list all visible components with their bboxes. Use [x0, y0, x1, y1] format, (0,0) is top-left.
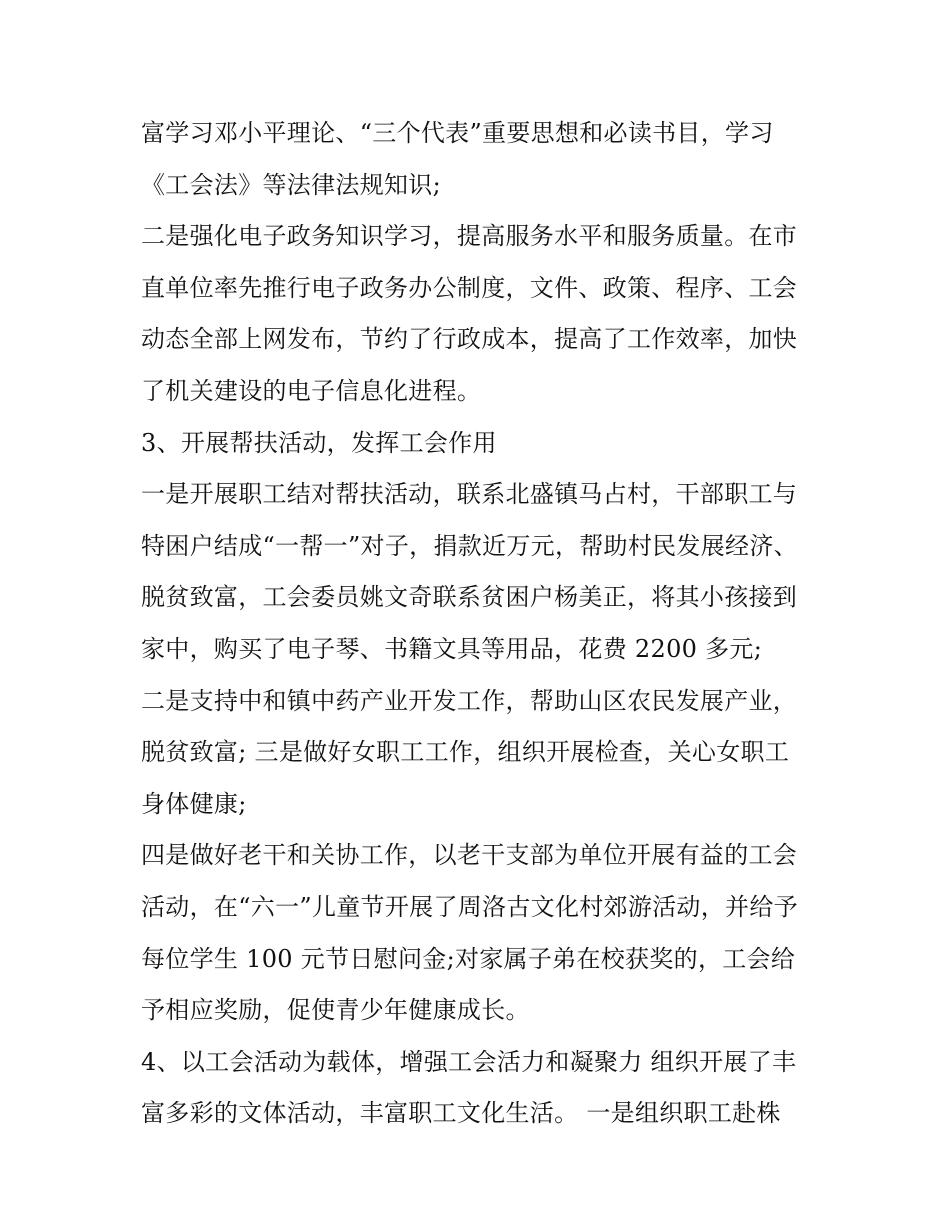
text-line: 脱贫致富; 三是做好女职工工作，组织开展检查，关心女职工 — [141, 738, 790, 767]
text-line: 了机关建设的电子信息化进程。 — [141, 376, 482, 405]
text-line: 直单位率先推行电子政务办公制度，文件、政策、程序、工会 — [141, 273, 798, 302]
text-line: 二是支持中和镇中药产业开发工作，帮助山区农民发展产业， — [141, 686, 798, 715]
text-line: 二是强化电子政务知识学习，提高服务水平和服务质量。在市 — [141, 222, 798, 251]
text-line: 脱贫致富，工会委员姚文奇联系贫困户杨美正，将其小孩接到 — [141, 583, 798, 612]
text-line: 身体健康; — [141, 789, 247, 818]
text-line: 富多彩的文体活动，丰富职工文化生活。 一是组织职工赴株 — [141, 1099, 781, 1128]
text-line: 富学习邓小平理论、“三个代表”重要思想和必读书目，学习 — [141, 119, 774, 147]
text-line: 一是开展职工结对帮扶活动，联系北盛镇马占村，干部职工与 — [141, 480, 798, 509]
text-line: 家中，购买了电子琴、书籍文具等用品，花费 2200 多元; — [141, 634, 763, 663]
text-line: 活动，在“六一”儿童节开展了周洛古文化村郊游活动，并给予 — [141, 892, 798, 921]
text-line: 动态全部上网发布，节约了行政成本，提高了工作效率，加快 — [141, 325, 798, 354]
text-line: 予相应奖励，促使青少年健康成长。 — [141, 996, 530, 1025]
text-line: 特困户结成“一帮一”对子，捐款近万元，帮助村民发展经济、 — [141, 531, 798, 560]
section-heading: 4、以工会活动为载体，增强工会活力和凝聚力 组织开展了丰 — [141, 1047, 797, 1076]
text-line: 四是做好老干和关协工作，以老干支部为单位开展有益的工会 — [141, 841, 798, 870]
text-line: 《工会法》等法律法规知识; — [141, 170, 441, 199]
document-body — [141, 108, 821, 1140]
section-heading: 3、开展帮扶活动，发挥工会作用 — [141, 428, 497, 457]
text-line: 每位学生 100 元节日慰问金;对家属子弟在校获奖的，工会给 — [141, 944, 796, 973]
